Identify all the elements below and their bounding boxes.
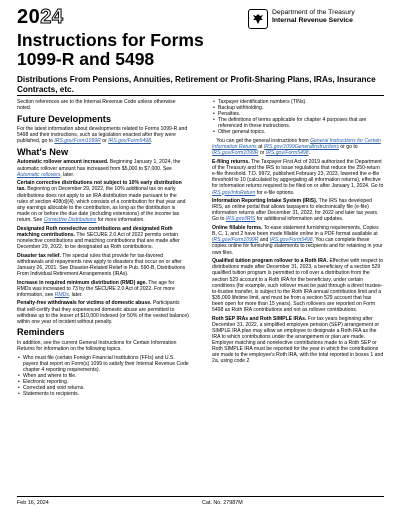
footer-divider	[17, 496, 384, 497]
domestic-abuse-paragraph: Penalty-free withdrawals for victims of domestic abuse. Participants that self-certify that they experienced domestic abuse are permitted to withdraw up to the lesser of $10,000 indexed (or 50% of the vested balance) within one year of incident without penalty.	[17, 300, 189, 325]
automatic-rollovers-link[interactable]: Automatic rollovers	[17, 171, 61, 178]
year-outline: 24	[40, 6, 64, 28]
general-instructions-url-link[interactable]: IRS.gov/1099GeneralInstructions	[263, 144, 339, 151]
form1099r-link[interactable]: IRS.gov/Form1099R	[212, 237, 259, 244]
form5498-link[interactable]: IRS.gov/Form5498	[108, 138, 151, 145]
corrective-distributions-paragraph: Certain corrective distributions not subject to 10% early distribution tax. Beginning on December 29, 2022, the 10% additional tax on early distributions does not apply to an IRA distribution made pursuant to the rules of section 408(d)(4), which consists of a contribution for that year and any earnings allocable to the contribution, as long as the distribution is made on or before the due date (including extensions) of the income tax return. See Corrective Distributions for more information.	[17, 180, 186, 223]
list-item: • Electronic reporting.	[23, 379, 189, 385]
roth-contributions-paragraph: Designated Roth nonelective contributions and designated Roth matching contributions. The SECURE 2.0 Act of 2022 permits certain nonelective contributions and matching contributions that are made after December 29, 2022, to be designated as Roth contributions.	[17, 225, 180, 250]
form5498-link[interactable]: IRS.gov/Form5498	[265, 150, 309, 157]
list-item: • Statements to recipients.	[23, 391, 189, 397]
title-line-2: 1099-R and 5498	[17, 49, 155, 69]
reminders-heading: Reminders	[17, 327, 65, 338]
list-item: • The definitions of terms applicable for chapter 4 purposes that are referenced in these instructions.	[218, 117, 384, 129]
iris-link[interactable]: IRS.gov/IRIS	[225, 216, 256, 223]
agency-block	[248, 9, 355, 29]
year-solid: 20	[17, 6, 41, 28]
efiling-paragraph: E-filing returns. The Taxpayer First Act of 2019 authorized the Department of the Treasury and the IRS to issue regulations that reduce the 250-return e-file threshold. T.D. 9972, published February 23, 2023, lowered the e-file threshold to 10 (calculated by aggregating all information returns), effective for information returns required to be filed on or after January 1, 2024. Go to IRS.gov/InfoReturn for e-file options.	[212, 159, 384, 196]
form1099r-link[interactable]: IRS.gov/Form1099R	[212, 150, 259, 157]
topics-list	[212, 99, 384, 136]
agency-text	[272, 9, 355, 25]
publication-date: Feb 16, 2024	[17, 500, 49, 506]
future-developments-heading: Future Developments	[17, 113, 111, 124]
rmds-link[interactable]: RMDs	[54, 291, 69, 298]
document-subtitle: Distributions From Pensions, Annuities, Retirement or Profit-Sharing Plans, IRAs, Insurance Contracts, etc.	[17, 75, 376, 94]
document-title	[17, 31, 204, 69]
left-column	[17, 99, 189, 400]
title-line-1: Instructions for Forms	[17, 30, 204, 50]
list-item: • Taxpayer identification numbers (TINs).	[218, 99, 384, 105]
list-item: • Backup withholding.	[218, 105, 384, 111]
general-instructions-paragraph: You can get the general instructions from General Instructions for Certain Information Returns at IRS.gov/1099GeneralInstructions or go to IRS.gov/Form1099R or IRS.gov/Form5498.	[212, 138, 381, 157]
whats-new-heading: What's New	[17, 147, 69, 158]
agency-line-irs: Internal Revenue Service	[272, 17, 353, 24]
iris-paragraph: Information Reporting Intake System (IRIS). The IRS has developed IRIS, an online portal that allows taxpayers to electronically file (e-file) information returns after December 31, 2022, for 2022 and later tax years. Go to IRS.gov/IRIS for additional information and updates.	[212, 198, 379, 223]
corrective-distributions-link[interactable]: Corrective Distributions	[43, 216, 97, 223]
future-developments-text: For the latest information about developments related to Forms 1099-R and 5498 and their instructions, such as legislation enacted after they were published, go to IRS.gov/Form1099R or IRS.gov/Form5498.	[17, 126, 188, 145]
agency-line-treasury: Department of the Treasury	[272, 9, 355, 16]
form1099r-link[interactable]: IRS.gov/Form1099R	[54, 138, 101, 145]
tax-year	[17, 6, 64, 29]
general-instructions-link[interactable]: General Instructions for Certain Information Returns	[212, 138, 381, 151]
rmd-age-paragraph: Increase in required minimum distribution (RMD) age. The age for RMDs was increased to 73 by the SECURE 2.0 Act of 2022. For more information, see RMDs, later.	[17, 279, 175, 298]
reminders-text: In addition, see the current General Instructions for Certain Information Returns for information on the following topics.	[17, 339, 177, 352]
list-item: • Corrected and void returns.	[23, 385, 189, 391]
form5498-link[interactable]: IRS.gov/Form5498	[269, 237, 313, 244]
inforeturn-link[interactable]: IRS.gov/InfoReturn	[212, 189, 256, 196]
reminders-list	[17, 355, 189, 398]
list-item: • Other general topics.	[218, 129, 384, 135]
right-column	[212, 99, 384, 367]
list-item: • Penalties.	[218, 111, 384, 117]
eagle-logo-icon	[248, 9, 268, 29]
catalog-number: Cat. No. 27987M	[202, 500, 243, 506]
intro-text: Section references are to the Internal Revenue Code unless otherwise noted.	[17, 99, 176, 112]
roth-sep-simple-paragraph: Roth SEP IRAs and Roth SIMPLE IRAs. For tax years beginning after December 31, 2022, a simplified employee pension (SEP) arrangement or SIMPLE IRA plan may allow an employee to designate a Roth IRA as the IRA to which contributions under the arrangement or plan are made. Employer matching and nonelective contributions made to a Roth SEP or Roth SIMPLE IRA must be reported for the year in which the contributions are made to the employee's Roth IRA, with the total reported in boxes 1 and 2a, using code 2	[212, 315, 384, 365]
tuition-rollover-paragraph: Qualified tuition program rollover to a Roth IRA. Effective with respect to distributions made after December 31, 2023, a beneficiary of a section 529 qualified tuition program is permitted to roll over a distribution from the section 529 account to a Roth IRA for the beneficiary, under certain conditions (for example, such rollover must be paid through a direct trustee-to-trustee transfer, is subject to the Roth IRA annual contribution limit and a $35,000 lifetime limit, and must be from a section 529 account that has been open for more than 15 years). Such rollovers are reported on Form 5498 as Roth IRA contributions and not as rollover contributions.	[212, 258, 384, 313]
list-item: • Who must file (certain Foreign Financial Institutions (FFIs) and U.S. payers that report on Form(s) 1099 to satisfy their Internal Revenue Code chapter 4 reporting requirements).	[23, 355, 189, 373]
list-item: • When and where to file.	[23, 373, 189, 379]
rollover-paragraph: Automatic rollover amount increased. Beginning January 1, 2024, the automatic rollover amount has increased from $5,000 to $7,000. See Automatic rollovers, later.	[17, 159, 181, 178]
header-divider	[17, 95, 384, 96]
fillable-forms-paragraph: Online fillable forms. To ease statement furnishing requirements, Copies B, C, 1, and 2 have been made fillable online in a PDF format available at IRS.gov/Form1099R and IRS.gov/Form5498. You can complete these copies online for furnishing statements to recipients and for retaining in your own files.	[212, 225, 383, 256]
disaster-relief-paragraph: Disaster tax relief. The special rules that provide for tax-favored withdrawals and repayments now apply to disasters that occur on or after January 26, 2021. See Disaster-Related Relief in Pub. 590-B, Distributions From Individual Retirement Arrangements (IRAs).	[17, 252, 186, 277]
